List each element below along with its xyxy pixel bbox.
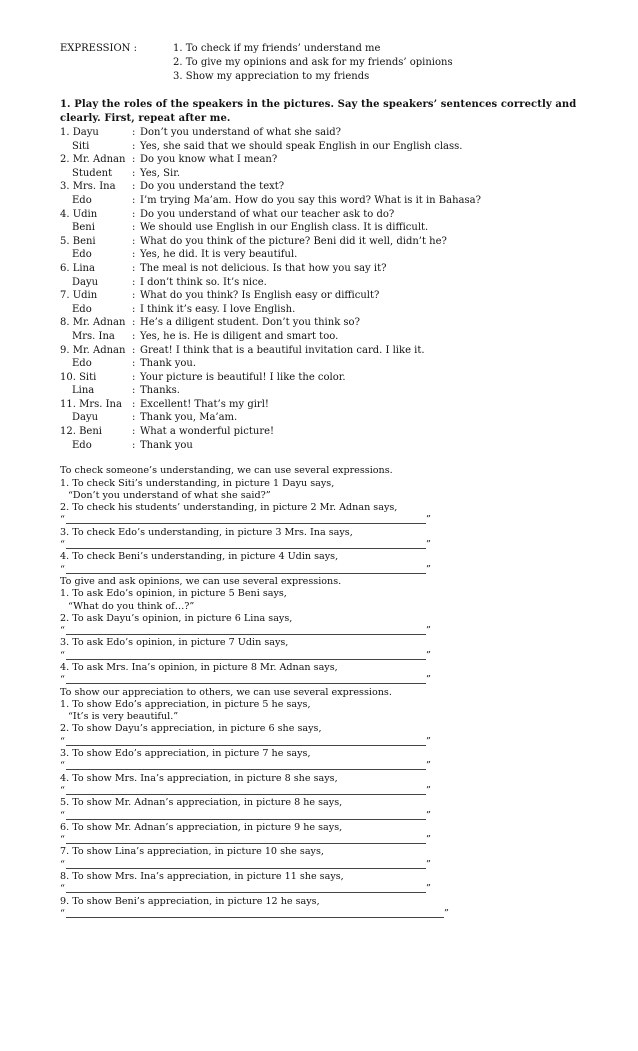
dialogue-row: [60, 384, 608, 398]
speaker-name: 5. Beni: [60, 235, 96, 247]
answer-blank[interactable]: [60, 785, 608, 797]
speaker-line: Do you know what I mean?: [140, 154, 278, 166]
colon: :: [132, 249, 136, 261]
speaker-line: What do you think of the picture? Beni did it well, didn’t he?: [140, 235, 447, 247]
speaker-name: Siti: [72, 140, 90, 152]
close-quote: ”: [426, 735, 431, 747]
close-quote: ”: [426, 883, 431, 895]
speaker-name: 10. Siti: [60, 371, 97, 383]
speaker-line: Do you understand the text?: [140, 181, 285, 193]
close-quote: ”: [426, 514, 431, 526]
dialogue-row: [60, 140, 608, 154]
colon: :: [132, 290, 136, 302]
colon: :: [132, 154, 136, 166]
answer-line[interactable]: [66, 659, 426, 660]
speaker-name: Edo: [72, 358, 92, 370]
exercise-prompt: 1. To ask Edo’s opinion, in picture 5 Beni says,: [60, 588, 287, 600]
answer-line[interactable]: [66, 683, 426, 684]
speaker-line: What a wonderful picture!: [140, 426, 275, 438]
answer-blank[interactable]: [60, 625, 608, 637]
speaker-line: Yes, he did. It is very beautiful.: [140, 249, 298, 261]
close-quote: ”: [426, 649, 431, 661]
dialogue-list: [60, 126, 608, 452]
exercise-prompt: 3. To check Edo’s understanding, in picture 3 Mrs. Ina says,: [60, 526, 353, 538]
colon: :: [132, 262, 136, 274]
dialogue-row: [60, 194, 608, 208]
speaker-line: I don’t think so. It’s nice.: [140, 276, 267, 288]
close-quote: ”: [426, 674, 431, 686]
exercise-prompt: 1. To show Edo’s appreciation, in picture 5 he says,: [60, 698, 311, 710]
speaker-name: 9. Mr. Adnan: [60, 344, 126, 356]
dialogue-row: [60, 289, 608, 303]
dialogue-row: [60, 344, 608, 358]
expression-block: [60, 42, 608, 84]
dialogue-row: [60, 153, 608, 167]
expression-list: [173, 42, 608, 84]
speaker-line: What do you think? Is English easy or difficult?: [140, 290, 380, 302]
colon: :: [132, 358, 136, 370]
exercise-prompt: 4. To ask Mrs. Ina’s opinion, in picture 8 Mr. Adnan says,: [60, 662, 338, 673]
dialogue-row: [60, 276, 608, 290]
exercise-prompt: 3. To ask Edo’s opinion, in picture 7 Udin says,: [60, 637, 289, 649]
speaker-name: Dayu: [72, 276, 99, 288]
exercise-prompt: 5. To show Mr. Adnan’s appreciation, in picture 8 he says,: [60, 797, 343, 809]
dialogue-row: [60, 262, 608, 276]
answer-blank[interactable]: [60, 883, 608, 895]
speaker-name: Mrs. Ina: [72, 330, 115, 342]
exercise-prompt: 1. To check Siti’s understanding, in picture 1 Dayu says,: [60, 477, 335, 489]
answer-line[interactable]: [66, 769, 426, 770]
speaker-line: Thanks.: [140, 385, 180, 397]
worksheet-page: [60, 42, 608, 920]
speaker-name: 4. Udin: [60, 208, 98, 220]
dialogue-row: [60, 248, 608, 262]
open-quote: “: [60, 539, 65, 551]
speaker-name: 1. Dayu: [60, 127, 99, 138]
answer-line[interactable]: [66, 573, 426, 574]
colon: :: [132, 344, 136, 356]
exercise-prompt: To give and ask opinions, we can use several expressions.: [60, 575, 342, 587]
instruction-heading: 1. Play the roles of the speakers in the pictures. Say the speakers’ sentences correctly and clearly. First, repeat after me.: [60, 99, 577, 124]
open-quote: “: [60, 760, 65, 772]
dialogue-row: [60, 425, 608, 439]
speaker-line: Yes, she said that we should speak English in our English class.: [140, 140, 463, 152]
dialogue-row: [60, 126, 608, 140]
exercise-prompt: 2. To show Dayu’s appreciation, in picture 6 she says,: [60, 723, 322, 735]
speaker-line: The meal is not delicious. Is that how you say it?: [140, 262, 387, 274]
open-quote: “: [60, 834, 65, 846]
speaker-name: 3. Mrs. Ina: [60, 181, 116, 193]
example-expression: “Don’t you understand of what she said?”: [68, 489, 271, 501]
answer-blank[interactable]: [60, 650, 608, 662]
speaker-name: 6. Lina: [60, 262, 95, 274]
answer-line[interactable]: [66, 634, 426, 635]
speaker-name: Dayu: [72, 412, 99, 424]
answer-blank[interactable]: [60, 514, 608, 526]
speaker-line: Yes, Sir.: [140, 167, 181, 179]
colon: :: [132, 303, 136, 315]
exercise-prompt: 4. To show Mrs. Ina’s appreciation, in picture 8 she says,: [60, 772, 338, 784]
speaker-line: Yes, he is. He is diligent and smart too.: [140, 330, 339, 342]
answer-line[interactable]: [66, 843, 426, 844]
speaker-line: We should use English in our English class. It is difficult.: [140, 222, 429, 234]
exercise-prompt: 3. To show Edo’s appreciation, in picture 7 he says,: [60, 748, 311, 760]
exercise-prompt: 8. To show Mrs. Ina’s appreciation, in picture 11 she says,: [60, 871, 344, 883]
exercise-prompt: 6. To show Mr. Adnan’s appreciation, in picture 9 he says,: [60, 821, 343, 833]
close-quote: ”: [426, 625, 431, 637]
example-expression: “It’s is very beautiful.”: [68, 711, 179, 723]
colon: :: [132, 317, 136, 329]
close-quote: ”: [426, 784, 431, 796]
open-quote: “: [60, 809, 65, 821]
speaker-line: Great! I think that is a beautiful invitation card. I like it.: [140, 344, 425, 356]
speaker-line: Thank you: [140, 439, 193, 451]
example-expression: “What do you think of…?”: [68, 600, 195, 612]
close-quote: ”: [426, 760, 431, 772]
colon: :: [132, 330, 136, 342]
expression-item: 1. To check if my friends’ understand me: [173, 43, 381, 54]
dialogue-row: [60, 180, 608, 194]
answer-blank[interactable]: [60, 539, 608, 551]
colon: :: [132, 208, 136, 220]
answer-blank[interactable]: [60, 760, 608, 772]
answer-line[interactable]: [66, 819, 426, 820]
answer-line[interactable]: [66, 523, 426, 524]
speaker-name: Edo: [72, 439, 92, 451]
open-quote: “: [60, 625, 65, 637]
colon: :: [132, 194, 136, 206]
answer-line[interactable]: [66, 794, 426, 795]
speaker-name: Edo: [72, 303, 92, 315]
exercise-prompt: To show our appreciation to others, we can use several expressions.: [60, 686, 392, 698]
dialogue-row: [60, 371, 608, 385]
expression-label: EXPRESSION :: [60, 43, 137, 54]
answer-blank[interactable]: [60, 810, 608, 822]
exercise-prompt: 2. To ask Dayu’s opinion, in picture 6 Lina says,: [60, 612, 293, 624]
colon: :: [132, 127, 136, 138]
expression-item: 3. Show my appreciation to my friends: [173, 71, 370, 82]
open-quote: “: [60, 883, 65, 895]
exercise-prompt: 4. To check Beni’s understanding, in picture 4 Udin says,: [60, 551, 339, 563]
speaker-name: Student: [72, 167, 113, 179]
colon: :: [132, 398, 136, 410]
open-quote: “: [60, 784, 65, 796]
exercise-prompt: To check someone’s understanding, we can use several expressions.: [60, 465, 393, 477]
speaker-name: 12. Beni: [60, 426, 102, 438]
answer-line[interactable]: [66, 745, 426, 746]
answer-line[interactable]: [66, 548, 426, 549]
answer-blank[interactable]: [60, 908, 608, 920]
speaker-line: I’m trying Ma’am. How do you say this word? What is it in Bahasa?: [140, 194, 481, 206]
dialogue-row: [60, 398, 608, 412]
exercise-prompt: 9. To show Beni’s appreciation, in picture 12 he says,: [60, 895, 320, 907]
exercise-prompt: 2. To check his students’ understanding, in picture 2 Mr. Adnan says,: [60, 502, 398, 514]
speaker-line: Don’t you understand of what she said?: [140, 127, 342, 138]
open-quote: “: [60, 514, 65, 526]
close-quote: ”: [444, 907, 449, 919]
dialogue-row: [60, 439, 608, 453]
speaker-line: I think it’s easy. I love English.: [140, 303, 296, 315]
expression-item: 2. To give my opinions and ask for my friends’ opinions: [173, 57, 453, 68]
speaker-line: Do you understand of what our teacher ask to do?: [140, 208, 395, 220]
open-quote: “: [60, 563, 65, 575]
colon: :: [132, 140, 136, 152]
dialogue-row: [60, 357, 608, 371]
speaker-name: 8. Mr. Adnan: [60, 317, 126, 329]
dialogue-row: [60, 208, 608, 222]
dialogue-row: [60, 235, 608, 249]
speaker-name: 2. Mr. Adnan: [60, 154, 126, 166]
close-quote: ”: [426, 858, 431, 870]
answer-line[interactable]: [66, 868, 426, 869]
colon: :: [132, 371, 136, 383]
open-quote: “: [60, 649, 65, 661]
open-quote: “: [60, 674, 65, 686]
colon: :: [132, 276, 136, 288]
colon: :: [132, 167, 136, 179]
close-quote: ”: [426, 834, 431, 846]
answer-blank[interactable]: [60, 674, 608, 686]
answer-line[interactable]: [66, 892, 426, 893]
dialogue-row: [60, 303, 608, 317]
answer-line[interactable]: [66, 917, 444, 918]
colon: :: [132, 222, 136, 234]
colon: :: [132, 385, 136, 397]
colon: :: [132, 181, 136, 193]
answer-blank[interactable]: [60, 859, 608, 871]
open-quote: “: [60, 735, 65, 747]
speaker-line: He’s a diligent student. Don’t you think so?: [140, 317, 360, 329]
speaker-line: Your picture is beautiful! I like the color.: [140, 371, 346, 383]
dialogue-row: [60, 330, 608, 344]
dialogue-row: [60, 411, 608, 425]
close-quote: ”: [426, 539, 431, 551]
speaker-line: Thank you.: [140, 358, 197, 370]
colon: :: [132, 439, 136, 451]
answer-blank[interactable]: [60, 564, 608, 576]
answer-blank[interactable]: [60, 834, 608, 846]
open-quote: “: [60, 907, 65, 919]
speaker-name: 7. Udin: [60, 290, 98, 302]
close-quote: ”: [426, 809, 431, 821]
speaker-line: Excellent! That’s my girl!: [140, 398, 269, 410]
answer-blank[interactable]: [60, 736, 608, 748]
speaker-name: 11. Mrs. Ina: [60, 398, 122, 410]
speaker-name: Beni: [72, 222, 95, 234]
close-quote: ”: [426, 563, 431, 575]
dialogue-row: [60, 167, 608, 181]
speaker-name: Edo: [72, 249, 92, 261]
exercise-section: [60, 465, 608, 920]
colon: :: [132, 235, 136, 247]
colon: :: [132, 426, 136, 438]
exercise-prompt: 7. To show Lina’s appreciation, in picture 10 she says,: [60, 846, 324, 858]
speaker-name: Lina: [72, 385, 95, 397]
dialogue-row: [60, 221, 608, 235]
open-quote: “: [60, 858, 65, 870]
speaker-name: Edo: [72, 194, 92, 206]
colon: :: [132, 412, 136, 424]
speaker-line: Thank you, Ma’am.: [140, 412, 238, 424]
dialogue-row: [60, 316, 608, 330]
